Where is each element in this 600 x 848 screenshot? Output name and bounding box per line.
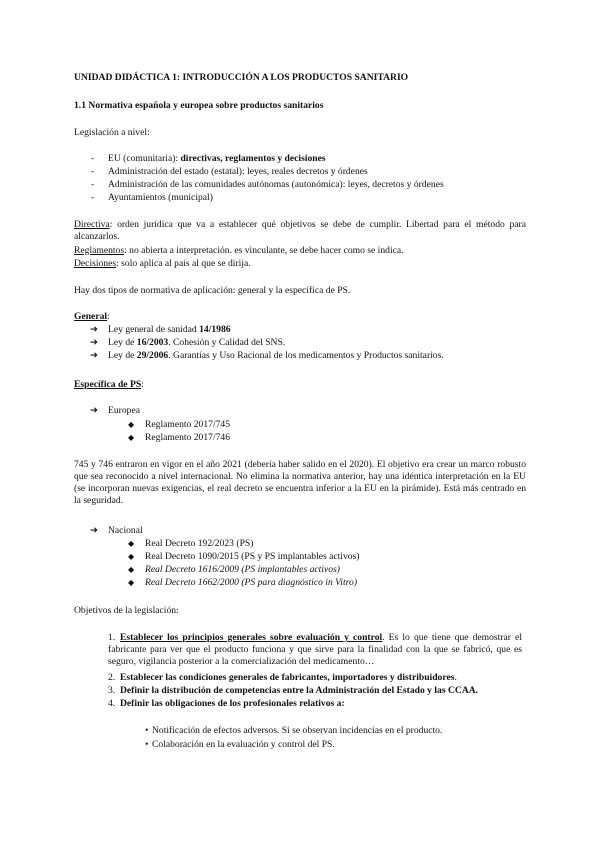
objetivo-item: 4. Definir las obligaciones de los profesionales relativos a: [108, 698, 345, 709]
europa-item: Reglamento 2017/745 [145, 419, 230, 430]
level-item: Administración del estado (estatal): leyes, reales decretos y órdenes [108, 166, 368, 177]
objetivo-item: 1. Establecer los principios generales sobre evaluación y control. Es lo que tiene que demostrar el fabricante para ver que el producto funciona y que sirve para la finalidad con la que se fabricó, que es seguro, vigilancia posterior a la comercialización del medicamento… [108, 632, 522, 667]
diamond-bullet-icon: ◆ [128, 565, 135, 574]
objetivo-item: 2. Establecer las condiciones generales de fabricantes, importadores y distribuidores. [108, 672, 457, 683]
level-item: Ayuntamientos (municipal) [108, 192, 213, 203]
nacional-item: Real Decreto 1616/2009 (PS implantables activos) [145, 564, 340, 575]
objetivo-subitem: Notificación de efectos adversos. Si se observan incidencias en el producto. [152, 725, 443, 736]
section-title: 1.1 Normativa española y europea sobre productos sanitarios [74, 100, 324, 111]
unit-heading: UNIDAD DIDÁCTICA 1: INTRODUCCIÓN A LOS PRODUCTOS SANITARIO [74, 72, 409, 83]
nacional-label: Nacional [108, 525, 143, 536]
europa-label: Europea [108, 405, 140, 416]
level-item: Administración de las comunidades autónomas (autonómica): leyes, decretos y órdenes [108, 179, 444, 190]
arrow-bullet-icon: ➔ [90, 405, 99, 416]
diamond-bullet-icon: ◆ [128, 578, 135, 587]
europa-item: Reglamento 2017/746 [145, 432, 230, 443]
nacional-item: Real Decreto 192/2023 (PS) [145, 538, 254, 549]
dash-bullet: - [91, 179, 95, 190]
definition-reglamentos: Reglamentos: no abierta a interpretación. es vinculante, se debe hacer como se indica. [74, 245, 404, 256]
general-item: Ley de 29/2006. Garantías y Uso Racional de los medicamentos y Productos sanitarios. [108, 350, 444, 361]
general-item: Ley general de sanidad 14/1986 [108, 324, 231, 335]
especifica-paragraph: 745 y 746 entraron en vigor en el año 2021 (debería haber salido en el 2020). El objetivo era crear un marco robusto que sea reconocido a nivel internacional. No elimina la normativa anterior, hay una idéntica interpretación en la EU (se incorporan nuevas exigencias, el real decreto se encuentra inferior a la EU en la pirámide). Está más centrado en la seguridad. [74, 459, 526, 506]
diamond-bullet-icon: ◆ [128, 552, 135, 561]
nacional-item: Real Decreto 1090/2015 (PS y PS implantables activos) [145, 551, 360, 562]
dot-bullet-icon: • [145, 739, 149, 750]
general-heading: General: [74, 311, 110, 322]
objetivo-subitem: Colaboración en la evaluación y control del PS. [152, 739, 335, 750]
definition-decisiones: Decisiones: solo aplica al país al que se dirija. [74, 258, 251, 269]
dash-bullet: - [91, 166, 95, 177]
objetivos-intro: Objetivos de la legislación: [74, 605, 179, 616]
diamond-bullet-icon: ◆ [128, 420, 135, 429]
types-intro: Hay dos tipos de normativa de aplicación: general y la específica de PS. [74, 285, 351, 296]
arrow-bullet-icon: ➔ [90, 350, 99, 361]
dash-bullet: - [91, 192, 95, 203]
diamond-bullet-icon: ◆ [128, 539, 135, 548]
arrow-bullet-icon: ➔ [90, 337, 99, 348]
dot-bullet-icon: • [145, 725, 149, 736]
definition-directiva: Directiva: orden jurídica que va a establecer qué objetivos se debe de cumplir. Libertad para el método para alcanzarlos. [74, 219, 526, 242]
arrow-bullet-icon: ➔ [90, 525, 99, 536]
dash-bullet: - [91, 153, 95, 164]
arrow-bullet-icon: ➔ [90, 324, 99, 335]
diamond-bullet-icon: ◆ [128, 433, 135, 442]
levels-intro: Legislación a nivel: [74, 127, 150, 138]
especifica-heading: Específica de PS: [74, 379, 144, 390]
general-item: Ley de 16/2003. Cohesión y Calidad del SNS. [108, 337, 286, 348]
level-item: EU (comunitaria): directivas, reglamentos y decisiones [108, 153, 326, 164]
nacional-item: Real Decreto 1662/2000 (PS para diagnóstico in Vitro) [145, 577, 358, 588]
objetivo-item: 3. Definir la distribución de competencias entre la Administración del Estado y las CCAA. [108, 685, 479, 696]
